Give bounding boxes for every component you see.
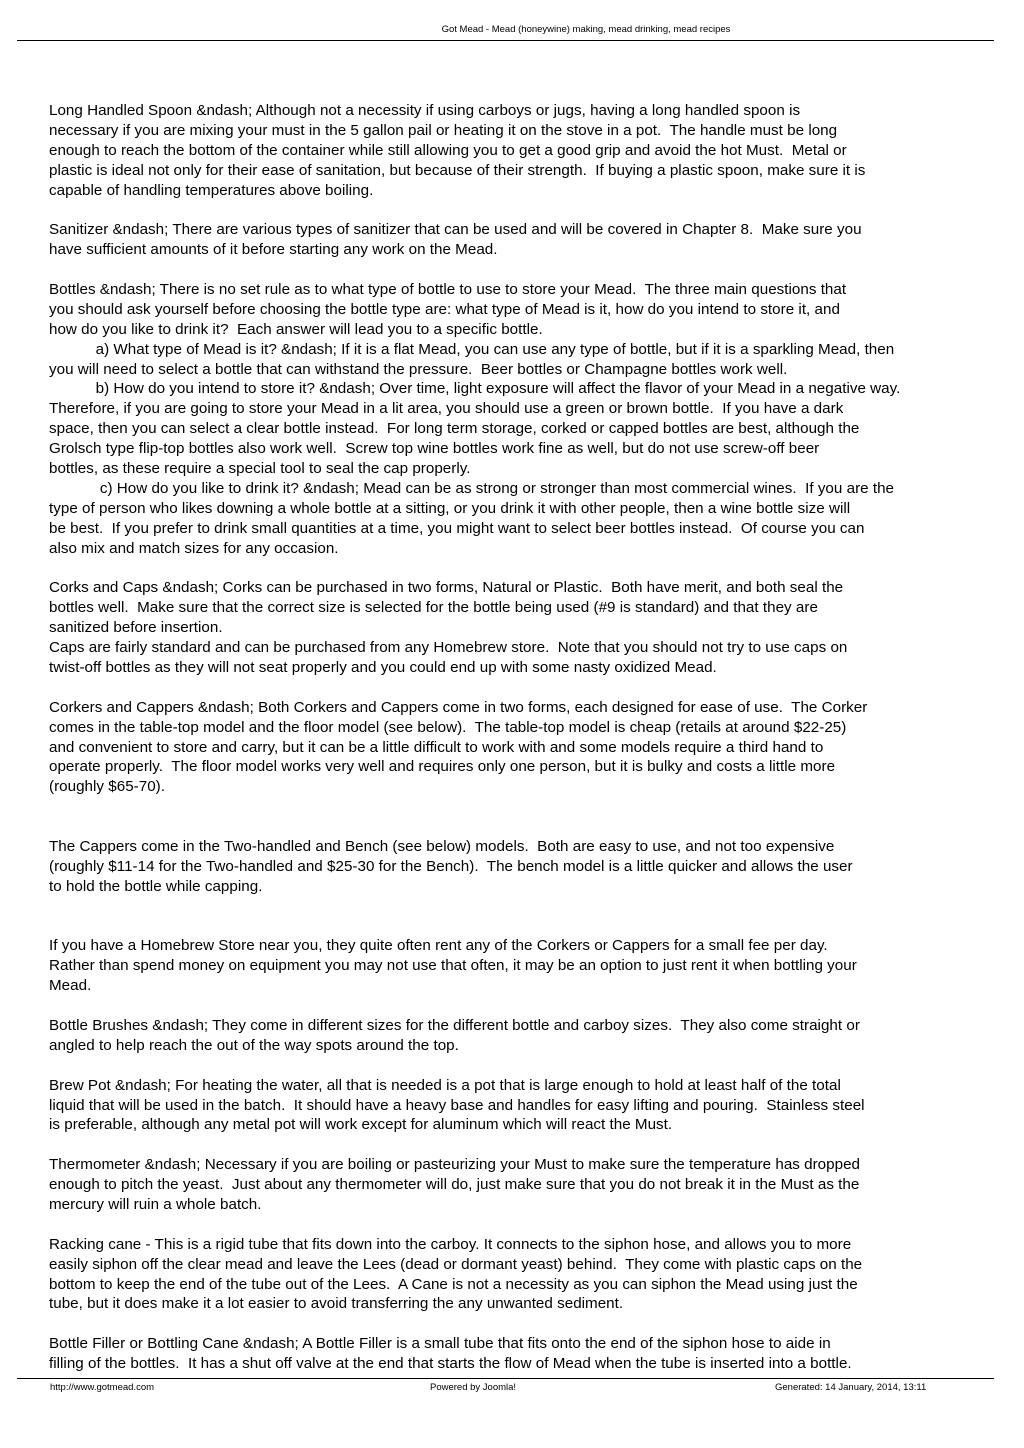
text-line: Racking cane - This is a rigid tube that fits down into the carboy. It connects to the siphon hose, and allows you to more — [49, 1235, 852, 1253]
text-line: mercury will ruin a whole batch. — [49, 1195, 262, 1213]
text-line: filling of the bottles. It has a shut off valve at the end that starts the flow of Mead when the tube is inserted into a bottle. — [49, 1355, 852, 1373]
footer-site-url: http://www.gotmead.com — [50, 1382, 155, 1393]
text-line: Bottle Brushes &ndash; They come in different sizes for the different bottle and carboy sizes. They also come straight or — [49, 1016, 860, 1034]
text-line: enough to pitch the yeast. Just about any thermometer will do, just make sure that you do not break it in the Must as the — [49, 1176, 860, 1194]
header-divider — [17, 40, 994, 41]
text-line: plastic is ideal not only for their ease of sanitation, but because of their strength. If buying a plastic spoon, make sure it is — [49, 161, 866, 179]
blank-line — [49, 797, 1024, 817]
text-line: Brew Pot &ndash; For heating the water, all that is needed is a pot that is large enough to hold at least half of the total — [49, 1076, 841, 1094]
text-line: c) How do you like to drink it? &ndash; Mead can be as strong or stronger than most commercial wines. If you are the — [49, 479, 895, 497]
blank-line — [49, 917, 1024, 937]
blank-line — [49, 260, 1024, 280]
text-line: b) How do you intend to store it? &ndash; Over time, light exposure will affect the flavor of your Mead in a negative way. — [49, 380, 901, 398]
text-line: Mead. — [49, 977, 92, 995]
text-line: be best. If you prefer to drink small quantities at a time, you might want to select beer bottles instead. Of course you can — [49, 519, 865, 537]
text-line: Bottle Filler or Bottling Cane &ndash; A Bottle Filler is a small tube that fits onto the end of the siphon hose to aide in — [49, 1335, 831, 1353]
text-line: to hold the bottle while capping. — [49, 877, 263, 895]
text-line: Caps are fairly standard and can be purchased from any Homebrew store. Note that you should not try to use caps on — [49, 639, 848, 657]
blank-line — [49, 817, 1024, 837]
text-line: tube, but it does make it a lot easier to avoid transferring the any unwanted sediment. — [49, 1295, 624, 1313]
blank-line — [49, 1314, 1024, 1334]
document-body — [49, 101, 1024, 1374]
blank-line — [49, 558, 1024, 578]
text-line: a) What type of Mead is it? &ndash; If it is a flat Mead, you can use any type of bottle, but if it is a sparkling Mead, then — [49, 340, 895, 358]
text-line: capable of handling temperatures above boiling. — [49, 181, 374, 199]
text-line: comes in the table-top model and the floor model (see below). The table-top model is cheap (retails at around $22-25) — [49, 718, 847, 736]
blank-line — [49, 200, 1024, 220]
text-line: have sufficient amounts of it before starting any work on the Mead. — [49, 241, 498, 259]
footer-divider — [17, 1378, 994, 1379]
text-line: bottles well. Make sure that the correct size is selected for the bottle being used (#9 is standard) and that they are — [49, 599, 818, 617]
blank-line — [49, 1056, 1024, 1076]
blank-line — [49, 1135, 1024, 1155]
text-line: bottom to keep the end of the tube out of the Lees. A Cane is not a necessity as you can siphon the Mead using just the — [49, 1275, 858, 1293]
footer-generated-date: Generated: 14 January, 2014, 13:11 — [775, 1382, 927, 1393]
text-line: you will need to select a bottle that can withstand the pressure. Beer bottles or Champagne bottles work well. — [49, 360, 788, 378]
text-line: also mix and match sizes for any occasion. — [49, 539, 339, 557]
text-line: Sanitizer &ndash; There are various types of sanitizer that can be used and will be covered in Chapter 8. Make sure you — [49, 221, 862, 239]
text-line: is preferable, although any metal pot will work except for aluminum which will react the Must. — [49, 1116, 673, 1134]
text-line: Bottles &ndash; There is no set rule as to what type of bottle to use to store your Mead. The three main questions that — [49, 281, 847, 299]
blank-line — [49, 678, 1024, 698]
text-line: (roughly $11-14 for the Two-handled and $25-30 for the Bench). The bench model is a little quicker and allows the user — [49, 857, 853, 875]
text-line: Therefore, if you are going to store your Mead in a lit area, you should use a green or brown bottle. If you have a dark — [49, 400, 844, 418]
text-line: necessary if you are mixing your must in the 5 gallon pail or heating it on the stove in a pot. The handle must be long — [49, 121, 838, 139]
blank-line — [49, 897, 1024, 917]
blank-line — [49, 1215, 1024, 1235]
text-line: type of person who likes downing a whole bottle at a sitting, or you drink it with other people, then a wine bottle size will — [49, 499, 851, 517]
text-line: (roughly $65-70). — [49, 778, 165, 796]
text-line: how do you like to drink it? Each answer will lead you to a specific bottle. — [49, 320, 543, 338]
text-line: Rather than spend money on equipment you may not use that often, it may be an option to just rent it when bottling your — [49, 957, 857, 975]
text-line: space, then you can select a clear bottle instead. For long term storage, corked or capped bottles are best, although the — [49, 420, 860, 438]
text-line: liquid that will be used in the batch. It should have a heavy base and handles for easy lifting and pouring. Stainless steel — [49, 1096, 865, 1114]
text-line: angled to help reach the out of the way spots around the top. — [49, 1036, 459, 1054]
text-line: Corks and Caps &ndash; Corks can be purchased in two forms, Natural or Plastic. Both have merit, and both seal the — [49, 579, 844, 597]
text-line: easily siphon off the clear mead and leave the Lees (dead or dormant yeast) behind. They come with plastic caps on the — [49, 1255, 863, 1273]
text-line: If you have a Homebrew Store near you, they quite often rent any of the Corkers or Cappers for a small fee per day. — [49, 937, 828, 955]
page-header-title: Got Mead - Mead (honeywine) making, mead drinking, mead recipes — [441, 24, 731, 35]
text-line: enough to reach the bottom of the container while still allowing you to get a good grip and avoid the hot Must. Metal or — [49, 141, 847, 159]
text-line: sanitized before insertion. — [49, 619, 223, 637]
text-line: The Cappers come in the Two-handled and Bench (see below) models. Both are easy to use, and not too expensive — [49, 837, 835, 855]
text-line: and convenient to store and carry, but it can be a little difficult to work with and some models require a third hand to — [49, 738, 824, 756]
text-line: twist-off bottles as they will not seat properly and you could end up with some nasty oxidized Mead. — [49, 658, 717, 676]
text-line: Long Handled Spoon &ndash; Although not a necessity if using carboys or jugs, having a long handled spoon is — [49, 102, 801, 119]
text-line: Corkers and Cappers &ndash; Both Corkers and Cappers come in two forms, each designed for ease of use. The Corker — [49, 698, 868, 716]
text-line: Grolsch type flip-top bottles also work well. Screw top wine bottles work fine as well, but do not use screw-off beer — [49, 440, 820, 458]
text-line: operate properly. The floor model works very well and requires only one person, but it is bulky and costs a little more — [49, 758, 836, 776]
text-line: bottles, as these require a special tool to seal the cap properly. — [49, 460, 471, 478]
footer-powered-by: Powered by Joomla! — [430, 1382, 517, 1393]
text-line: you should ask yourself before choosing the bottle type are: what type of Mead is it, how do you intend to store it, and — [49, 300, 840, 318]
text-line: Thermometer &ndash; Necessary if you are boiling or pasteurizing your Must to make sure the temperature has dropped — [49, 1156, 861, 1174]
blank-line — [49, 996, 1024, 1016]
